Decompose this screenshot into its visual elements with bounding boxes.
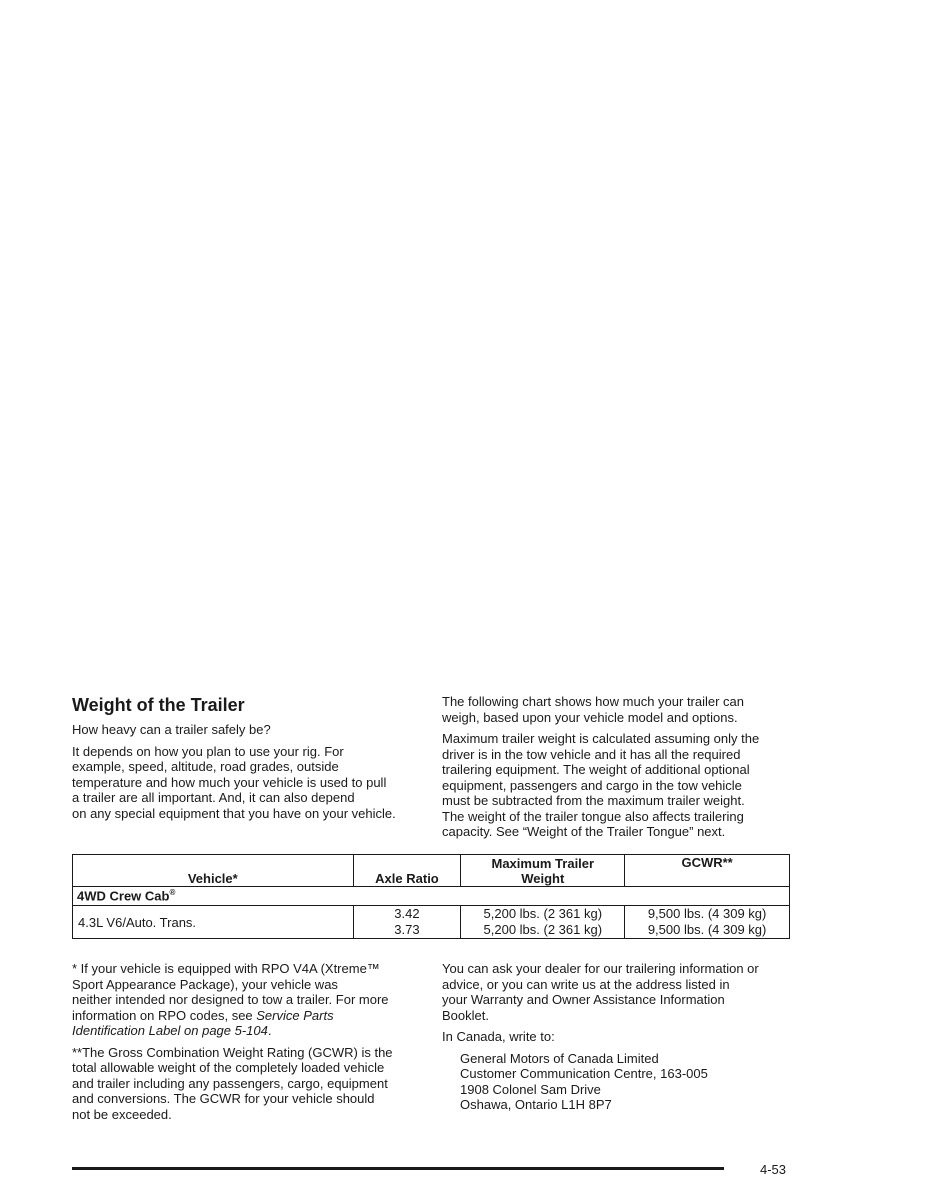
text-line: example, speed, altitude, road grades, outside xyxy=(72,759,339,774)
header-line: Maximum Trailer xyxy=(491,856,595,871)
text-line: weigh, based upon your vehicle model and options. xyxy=(442,709,738,725)
text-line: The following chart shows how much your trailer can xyxy=(442,694,745,709)
left-bottom-column xyxy=(72,961,424,1128)
header-vehicle: Vehicle* xyxy=(73,855,354,887)
footer-divider xyxy=(72,1167,724,1170)
text-line: * If your vehicle is equipped with RPO V4A (Xtreme™ xyxy=(72,961,380,976)
text-line: neither intended nor designed to tow a trailer. For more xyxy=(72,992,389,1007)
text-line: trailering equipment. The weight of additional optional xyxy=(442,762,750,777)
text-line: . xyxy=(267,1023,272,1038)
header-gcwr: GCWR** xyxy=(625,855,790,887)
registered-mark: ® xyxy=(169,888,176,898)
text-line: You can ask your dealer for our trailering information or xyxy=(442,961,759,976)
section-title: Weight of the Trailer xyxy=(72,695,245,715)
cell-value: 5,200 lbs. (2 361 kg) xyxy=(483,906,603,921)
footnote-rpo xyxy=(72,961,424,1039)
cell-vehicle: 4.3L V6/Auto. Trans. xyxy=(73,906,354,939)
intro-question: How heavy can a trailer safely be? xyxy=(72,722,271,737)
text-line: The weight of the trailer tongue also affects trailering xyxy=(442,808,744,824)
cross-reference: Service Parts xyxy=(256,1007,334,1023)
left-top-column xyxy=(72,694,424,827)
text-line: It depends on how you plan to use your rig. For xyxy=(72,743,344,759)
header-axle-ratio: Axle Ratio xyxy=(353,855,461,887)
cell-value: 3.42 xyxy=(394,906,420,921)
canada-paragraph: In Canada, write to: xyxy=(442,1029,555,1044)
header-max-trailer-weight xyxy=(461,855,625,887)
text-line: must be subtracted from the maximum trailer weight. xyxy=(442,793,745,808)
address-line: Customer Communication Centre, 163-005 xyxy=(460,1066,708,1081)
cell-max-weight xyxy=(461,906,625,939)
group-label-cell xyxy=(73,887,790,906)
max-weight-paragraph xyxy=(442,731,794,840)
mailing-address xyxy=(442,1051,794,1113)
text-line: not be exceeded. xyxy=(72,1106,172,1122)
cross-reference: Identification Label on page 5-104 xyxy=(72,1023,268,1038)
text-line: information on RPO codes, see xyxy=(72,1007,257,1023)
footnote-gcwr xyxy=(72,1045,424,1123)
chart-intro-paragraph xyxy=(442,694,794,725)
address-line: Oshawa, Ontario L1H 8P7 xyxy=(460,1097,612,1112)
text-line: and trailer including any passengers, cargo, equipment xyxy=(72,1075,388,1091)
text-line: **The Gross Combination Weight Rating (GCWR) is the xyxy=(72,1044,393,1060)
trailer-weight-table xyxy=(72,854,790,939)
text-line: advice, or you can write us at the address listed in xyxy=(442,976,730,992)
text-line: total allowable weight of the completely loaded vehicle xyxy=(72,1060,385,1075)
intro-paragraph xyxy=(72,744,424,822)
text-line: and conversions. The GCWR for your vehicle should xyxy=(72,1091,375,1106)
text-line: Sport Appearance Package), your vehicle was xyxy=(72,976,338,992)
page-number: 4-53 xyxy=(760,1162,787,1177)
text-line: a trailer are all important. And, it can also depend xyxy=(72,790,355,805)
table-group-row xyxy=(73,887,790,906)
table-header-row xyxy=(73,855,790,887)
text-line: driver is in the tow vehicle and it has all the required xyxy=(442,746,741,762)
text-line: capacity. See “Weight of the Trailer Tongue” next. xyxy=(442,824,726,839)
cell-gcwr xyxy=(625,906,790,939)
cell-value: 9,500 lbs. (4 309 kg) xyxy=(647,906,767,921)
group-label: 4WD Crew Cab xyxy=(77,888,170,904)
address-line: 1908 Colonel Sam Drive xyxy=(460,1081,601,1097)
cell-axle-ratio xyxy=(353,906,461,939)
cell-value: 3.73 xyxy=(394,922,420,937)
address-line: General Motors of Canada Limited xyxy=(460,1050,659,1066)
right-bottom-column xyxy=(442,961,794,1113)
header-line: Weight xyxy=(521,871,565,886)
text-line: equipment, passengers and cargo in the tow vehicle xyxy=(442,777,742,793)
text-line: on any special equipment that you have on your vehicle. xyxy=(72,805,396,821)
text-line: Maximum trailer weight is calculated assuming only the xyxy=(442,731,760,746)
dealer-paragraph xyxy=(442,961,794,1023)
text-line: Booklet. xyxy=(442,1007,489,1023)
text-line: your Warranty and Owner Assistance Information xyxy=(442,992,725,1007)
cell-value: 5,200 lbs. (2 361 kg) xyxy=(483,922,603,937)
cell-value: 9,500 lbs. (4 309 kg) xyxy=(647,922,767,937)
table-row xyxy=(73,906,790,939)
right-top-column xyxy=(442,694,794,846)
text-line: temperature and how much your vehicle is used to pull xyxy=(72,774,387,790)
